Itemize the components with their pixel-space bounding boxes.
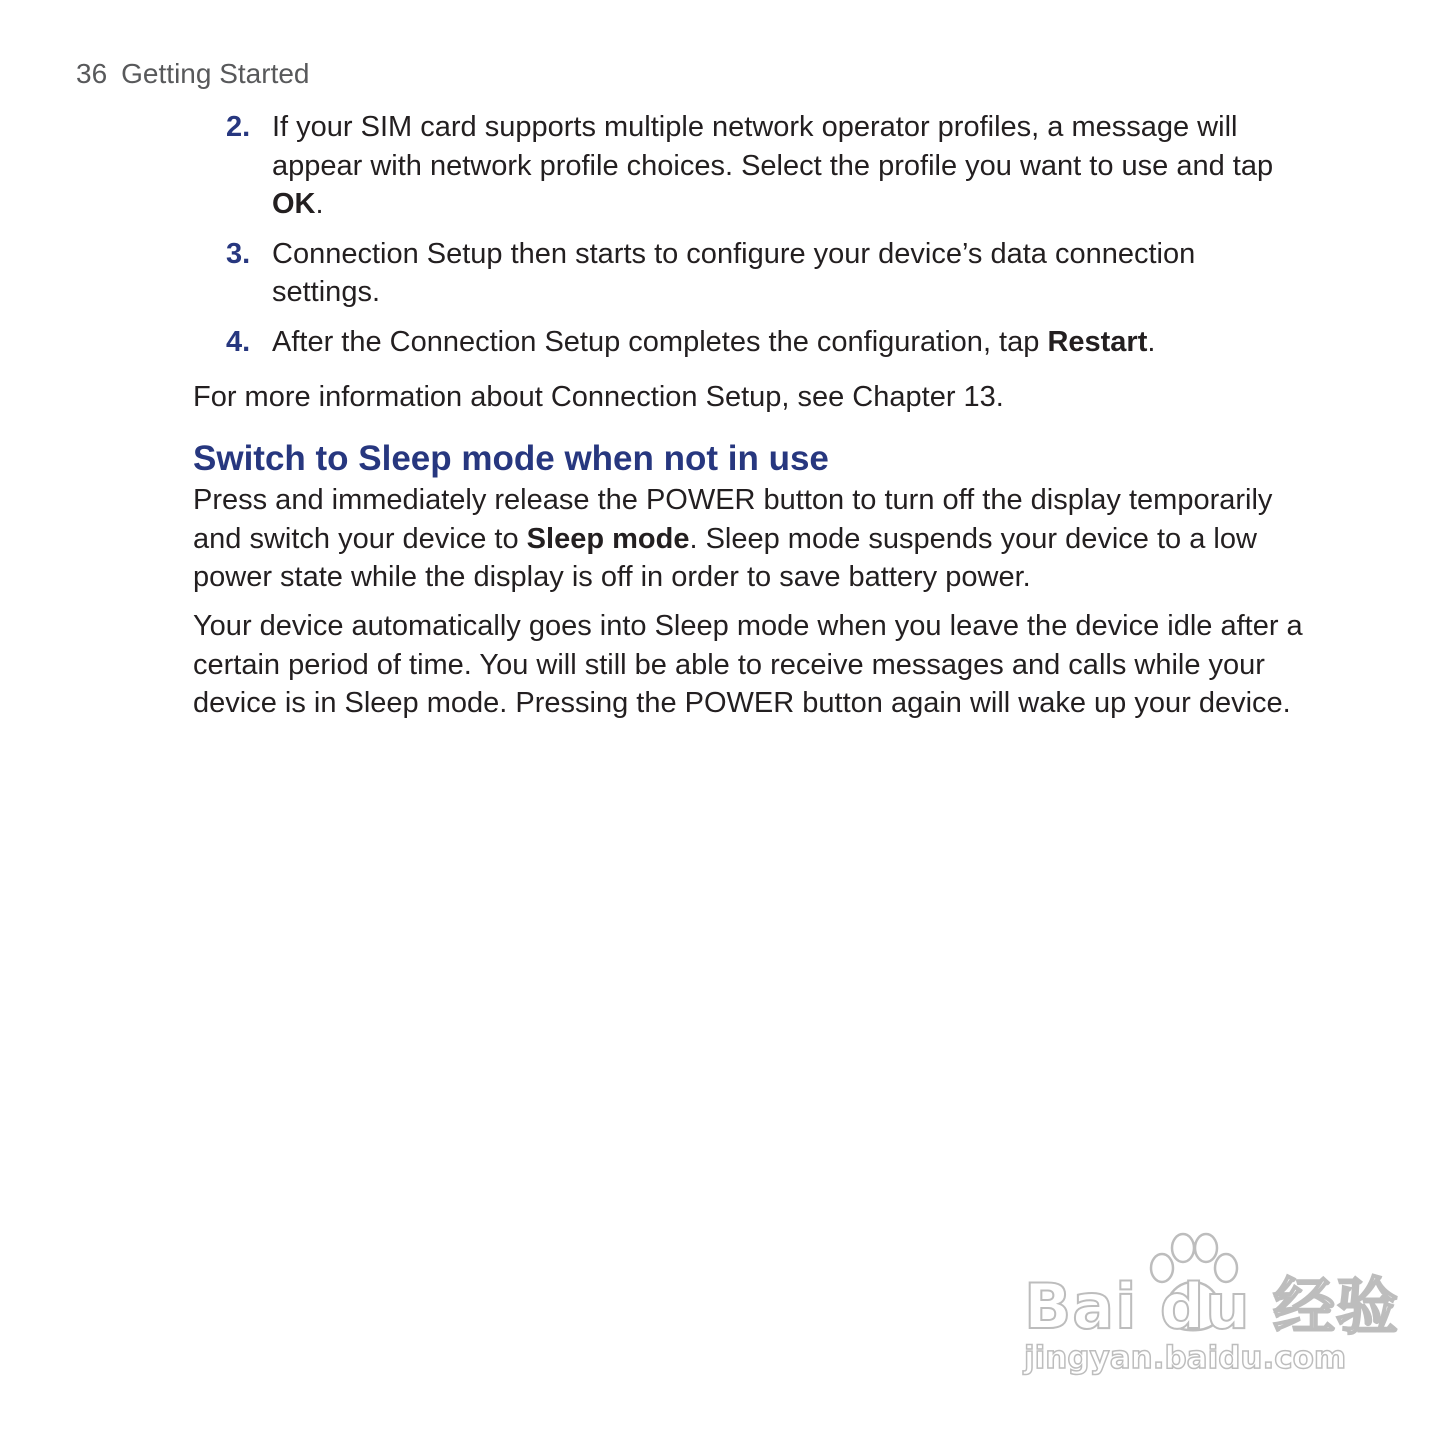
step-text: Connection Setup then starts to configure your device’s data connection settings. — [272, 237, 1196, 308]
restart-label: Restart — [1047, 325, 1148, 358]
step-text-end: . — [1147, 325, 1156, 358]
numbered-steps — [226, 108, 1306, 372]
step-text — [272, 108, 1306, 224]
ok-label: OK — [272, 188, 316, 220]
step-number: 2. — [226, 111, 251, 143]
auto-sleep-paragraph: Your device automatically goes into Sleep mode when you leave the device idle after a certain period of time. You will still be able to receive messages and calls while your device is in Sleep mode. Pressing the POWER button again will wake up your device. — [193, 610, 1303, 719]
step-2 — [226, 108, 1306, 224]
sleep-mode-paragraph — [193, 481, 1313, 597]
running-header — [76, 58, 310, 90]
paragraph-text-end: . Sleep mode suspends your device to a low power state while the display is off in order to save battery power. — [193, 522, 1257, 593]
step-text — [272, 323, 1306, 362]
step-3 — [226, 235, 1306, 312]
baidu-watermark — [1020, 1222, 1400, 1387]
step-4 — [226, 323, 1306, 362]
baidu-logo-text: Bai du 经验 — [1024, 1270, 1400, 1343]
section-heading: Switch to Sleep mode when not in use — [193, 439, 829, 478]
chapter-title: Getting Started — [121, 58, 310, 89]
page-number: 36 — [76, 58, 108, 89]
step-number: 3. — [226, 237, 251, 270]
paragraph-text: Press and immediately release the POWER button to turn off the display temporarily and switch your device to — [193, 484, 1273, 555]
step-number: 4. — [226, 325, 251, 358]
step-text-part: After the Connection Setup completes the configuration, tap — [272, 325, 1048, 358]
baidu-url-text: jingyan.baidu.com — [1024, 1340, 1347, 1376]
sleep-mode-term: Sleep mode — [526, 522, 690, 555]
step-text-end: . — [315, 188, 324, 220]
more-info-paragraph: For more information about Connection Setup, see Chapter 13. — [193, 381, 1004, 413]
step-text-part: If your SIM card supports multiple network operator profiles, a message will appear with network profile choices. Select the profile you want to use and tap — [272, 111, 1274, 182]
